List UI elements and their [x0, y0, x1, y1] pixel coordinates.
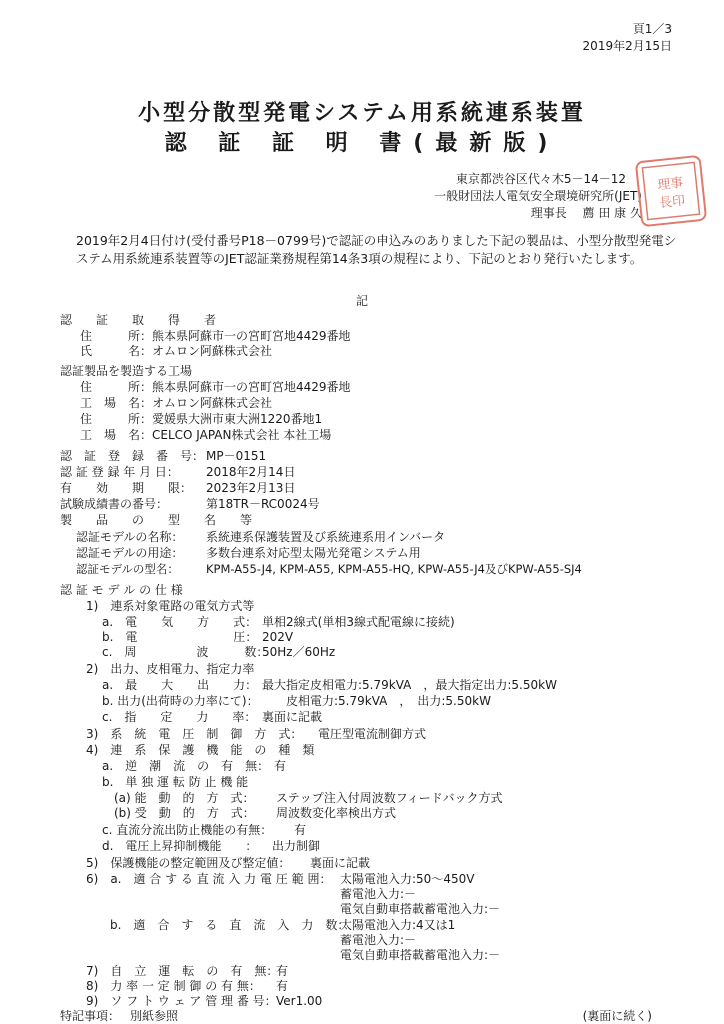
- spec-6a-ev: 電気自動車搭載蓄電池入力:－: [340, 902, 501, 916]
- spec-2c-label: c. 指 定 力 率：: [102, 710, 257, 724]
- spec-1a-label: a. 電 気 方 式：: [102, 615, 258, 629]
- test-report-label: 試験成績書の番号：: [60, 497, 169, 511]
- spec-1b-value: 202V: [262, 630, 294, 644]
- issuer-address: 東京都渋谷区代々木5－14－12: [455, 172, 626, 186]
- spec-8-value: 有: [276, 979, 289, 993]
- spec-5-label: 5) 保護機能の整定範囲及び整定値：: [86, 856, 291, 870]
- page-number: 頁1／3: [632, 22, 672, 36]
- spec-1c-label: c. 周 波 数：: [102, 645, 269, 659]
- factory1-address: 熊本県阿蘇市一の宮町宮地4429番地: [152, 380, 351, 394]
- spec-4c-label: c. 直流分流出防止機能の有無：: [102, 823, 273, 837]
- spec-1c-value: 50Hz／60Hz: [262, 645, 336, 659]
- spec-4b2-value: 周波数変化率検出方式: [276, 806, 397, 820]
- spec-6a-battery: 蓄電池入力:－: [340, 887, 417, 901]
- spec-2b-value: 皮相電力:5.79kVA ， 出力:5.50kW: [286, 694, 491, 708]
- continued-note: (裏面に続く): [582, 1009, 652, 1023]
- official-seal-stamp: [635, 155, 708, 228]
- model-name-label: 認証モデルの名称：: [76, 530, 184, 544]
- spec-6b-battery: 蓄電池入力:－: [340, 933, 417, 947]
- holder-address: 熊本県阿蘇市一の宮町宮地4429番地: [152, 329, 351, 343]
- spec-4d-label: d. 電圧上昇抑制機能 ：: [102, 839, 258, 853]
- spec-heading: 認 証 モ デ ル の 仕 様: [60, 583, 183, 597]
- svg-text:理事: 理事: [656, 175, 685, 194]
- spec-7-label: 7) 自 立 運 転 の 有 無：: [86, 964, 279, 978]
- spec-5-value: 裏面に記載: [310, 856, 371, 870]
- reg-date-label: 認 証 登 録 年 月 日：: [60, 465, 179, 479]
- spec-3-value: 電圧型電流制御方式: [318, 727, 427, 741]
- spec-2c-value: 裏面に記載: [262, 710, 323, 724]
- spec-2a-label: a. 最 大 出 力：: [102, 678, 258, 692]
- factory2-name: CELCO JAPAN株式会社 本社工場: [152, 428, 332, 442]
- spec-9-value: Ver1.00: [276, 994, 323, 1008]
- spec-4a-label: a. 逆 潮 流 の 有 無：: [102, 759, 270, 773]
- factory2-address-label: 住 所：: [80, 412, 153, 426]
- spec-6b-ev: 電気自動車搭載蓄電池入力:－: [340, 948, 501, 962]
- spec-2-heading: 2) 出力、皮相電力、指定力率: [86, 662, 255, 676]
- spec-2a-value: 最大指定皮相電力:5.79kVA ，最大指定出力:5.50kW: [262, 678, 557, 692]
- doc-title-line2: 認 証 証 明 書(最新版): [164, 131, 560, 156]
- spec-1a-value: 単相2線式(単相3線式配電線に接続): [262, 615, 455, 629]
- spec-1b-label: b. 電 圧：: [102, 630, 258, 644]
- factory-heading: 認証製品を製造する工場: [60, 364, 193, 378]
- intro-paragraph: 2019年2月4日付け(受付番号P18－0799号)で認証の申込みのありました下記の製品は、小型分散型発電システム用系統連系装置等のJET認証業務規程第14条3項の規程により、下記のとおり発行いたします。: [76, 233, 677, 266]
- factory2-name-label: 工 場 名：: [80, 428, 153, 442]
- model-type-label: 認証モデルの型名：: [76, 562, 179, 576]
- factory2-address: 愛媛県大洲市東大洲1220番地1: [152, 412, 323, 426]
- spec-4-heading: 4) 連 系 保 護 機 能 の 種 類: [86, 743, 315, 757]
- spec-8-label: 8) 力 率 一 定 制 御 の 有 無：: [86, 979, 261, 993]
- spec-4c-value: 有: [294, 823, 307, 837]
- issuer-person: 理事長 薦 田 康 久: [530, 206, 642, 220]
- reg-number-label: 認 証 登 録 番 号：: [60, 449, 205, 463]
- model-use: 多数台連系対応型太陽光発電システム用: [206, 546, 421, 560]
- holder-heading: 認 証 取 得 者: [60, 313, 217, 327]
- spec-4b1-label: (a) 能 動 的 方 式：: [114, 791, 255, 805]
- reg-date: 2018年2月14日: [206, 465, 296, 479]
- holder-address-label: 住 所：: [80, 329, 153, 343]
- spec-3-label: 3) 系 統 電 圧 制 御 方 式：: [86, 727, 303, 741]
- spec-2b-label: b. 出力(出荷時の力率にて)：: [102, 694, 259, 708]
- spec-4d-value: 出力制御: [272, 839, 321, 853]
- reg-number: MP－0151: [206, 449, 267, 463]
- model-type: KPM-A55-J4, KPM-A55, KPM-A55-HQ, KPW-A55-J4及びKPW-A55-SJ4: [206, 562, 582, 576]
- holder-name: オムロン阿蘇株式会社: [152, 344, 273, 358]
- spec-6b-solar: 太陽電池入力:4又は1: [340, 918, 456, 932]
- notes-label: 特記事項：: [60, 1009, 121, 1023]
- valid-until: 2023年2月13日: [206, 481, 296, 495]
- test-report-number: 第18TR－RC0024号: [206, 497, 320, 511]
- doc-title-line1: 小型分散型発電システム用系統連系装置: [138, 101, 586, 126]
- notes-value: 別紙参照: [130, 1009, 179, 1023]
- issuer-org: 一般財団法人電気安全環境研究所(JET): [434, 189, 642, 203]
- model-name: 系統連系保護装置及び系統連系用インバータ: [206, 530, 446, 544]
- factory1-address-label: 住 所：: [80, 380, 153, 394]
- spec-6b-label: b. 適 合 す る 直 流 入 力 数：: [110, 918, 350, 932]
- spec-4b2-label: (b) 受 動 的 方 式：: [114, 806, 255, 820]
- factory1-name-label: 工 場 名：: [80, 396, 153, 410]
- spec-7-value: 有: [276, 964, 289, 978]
- spec-4a-value: 有: [274, 759, 287, 773]
- spec-6a-solar: 太陽電池入力:50～450V: [340, 872, 475, 886]
- spec-1-heading: 1) 連系対象電路の電気方式等: [86, 599, 255, 613]
- spec-4b-heading: b. 単 独 運 転 防 止 機 能: [102, 775, 249, 789]
- spec-6a-label: 6) a. 適 合 す る 直 流 入 力 電 圧 範 囲：: [86, 872, 332, 886]
- valid-until-label: 有 効 期 限：: [60, 481, 193, 495]
- ki-heading: 記: [356, 294, 369, 308]
- issue-date: 2019年2月15日: [582, 39, 672, 53]
- svg-text:長印: 長印: [658, 193, 686, 212]
- holder-name-label: 氏 名：: [80, 344, 153, 358]
- spec-4b1-value: ステップ注入付周波数フィードバック方式: [276, 791, 503, 805]
- factory1-name: オムロン阿蘇株式会社: [152, 396, 273, 410]
- product-heading: 製 品 の 型 名 等: [60, 513, 253, 527]
- spec-9-label: 9) ソ フ ト ウ ェ ア 管 理 番 号：: [86, 994, 277, 1008]
- model-use-label: 認証モデルの用途：: [76, 546, 184, 560]
